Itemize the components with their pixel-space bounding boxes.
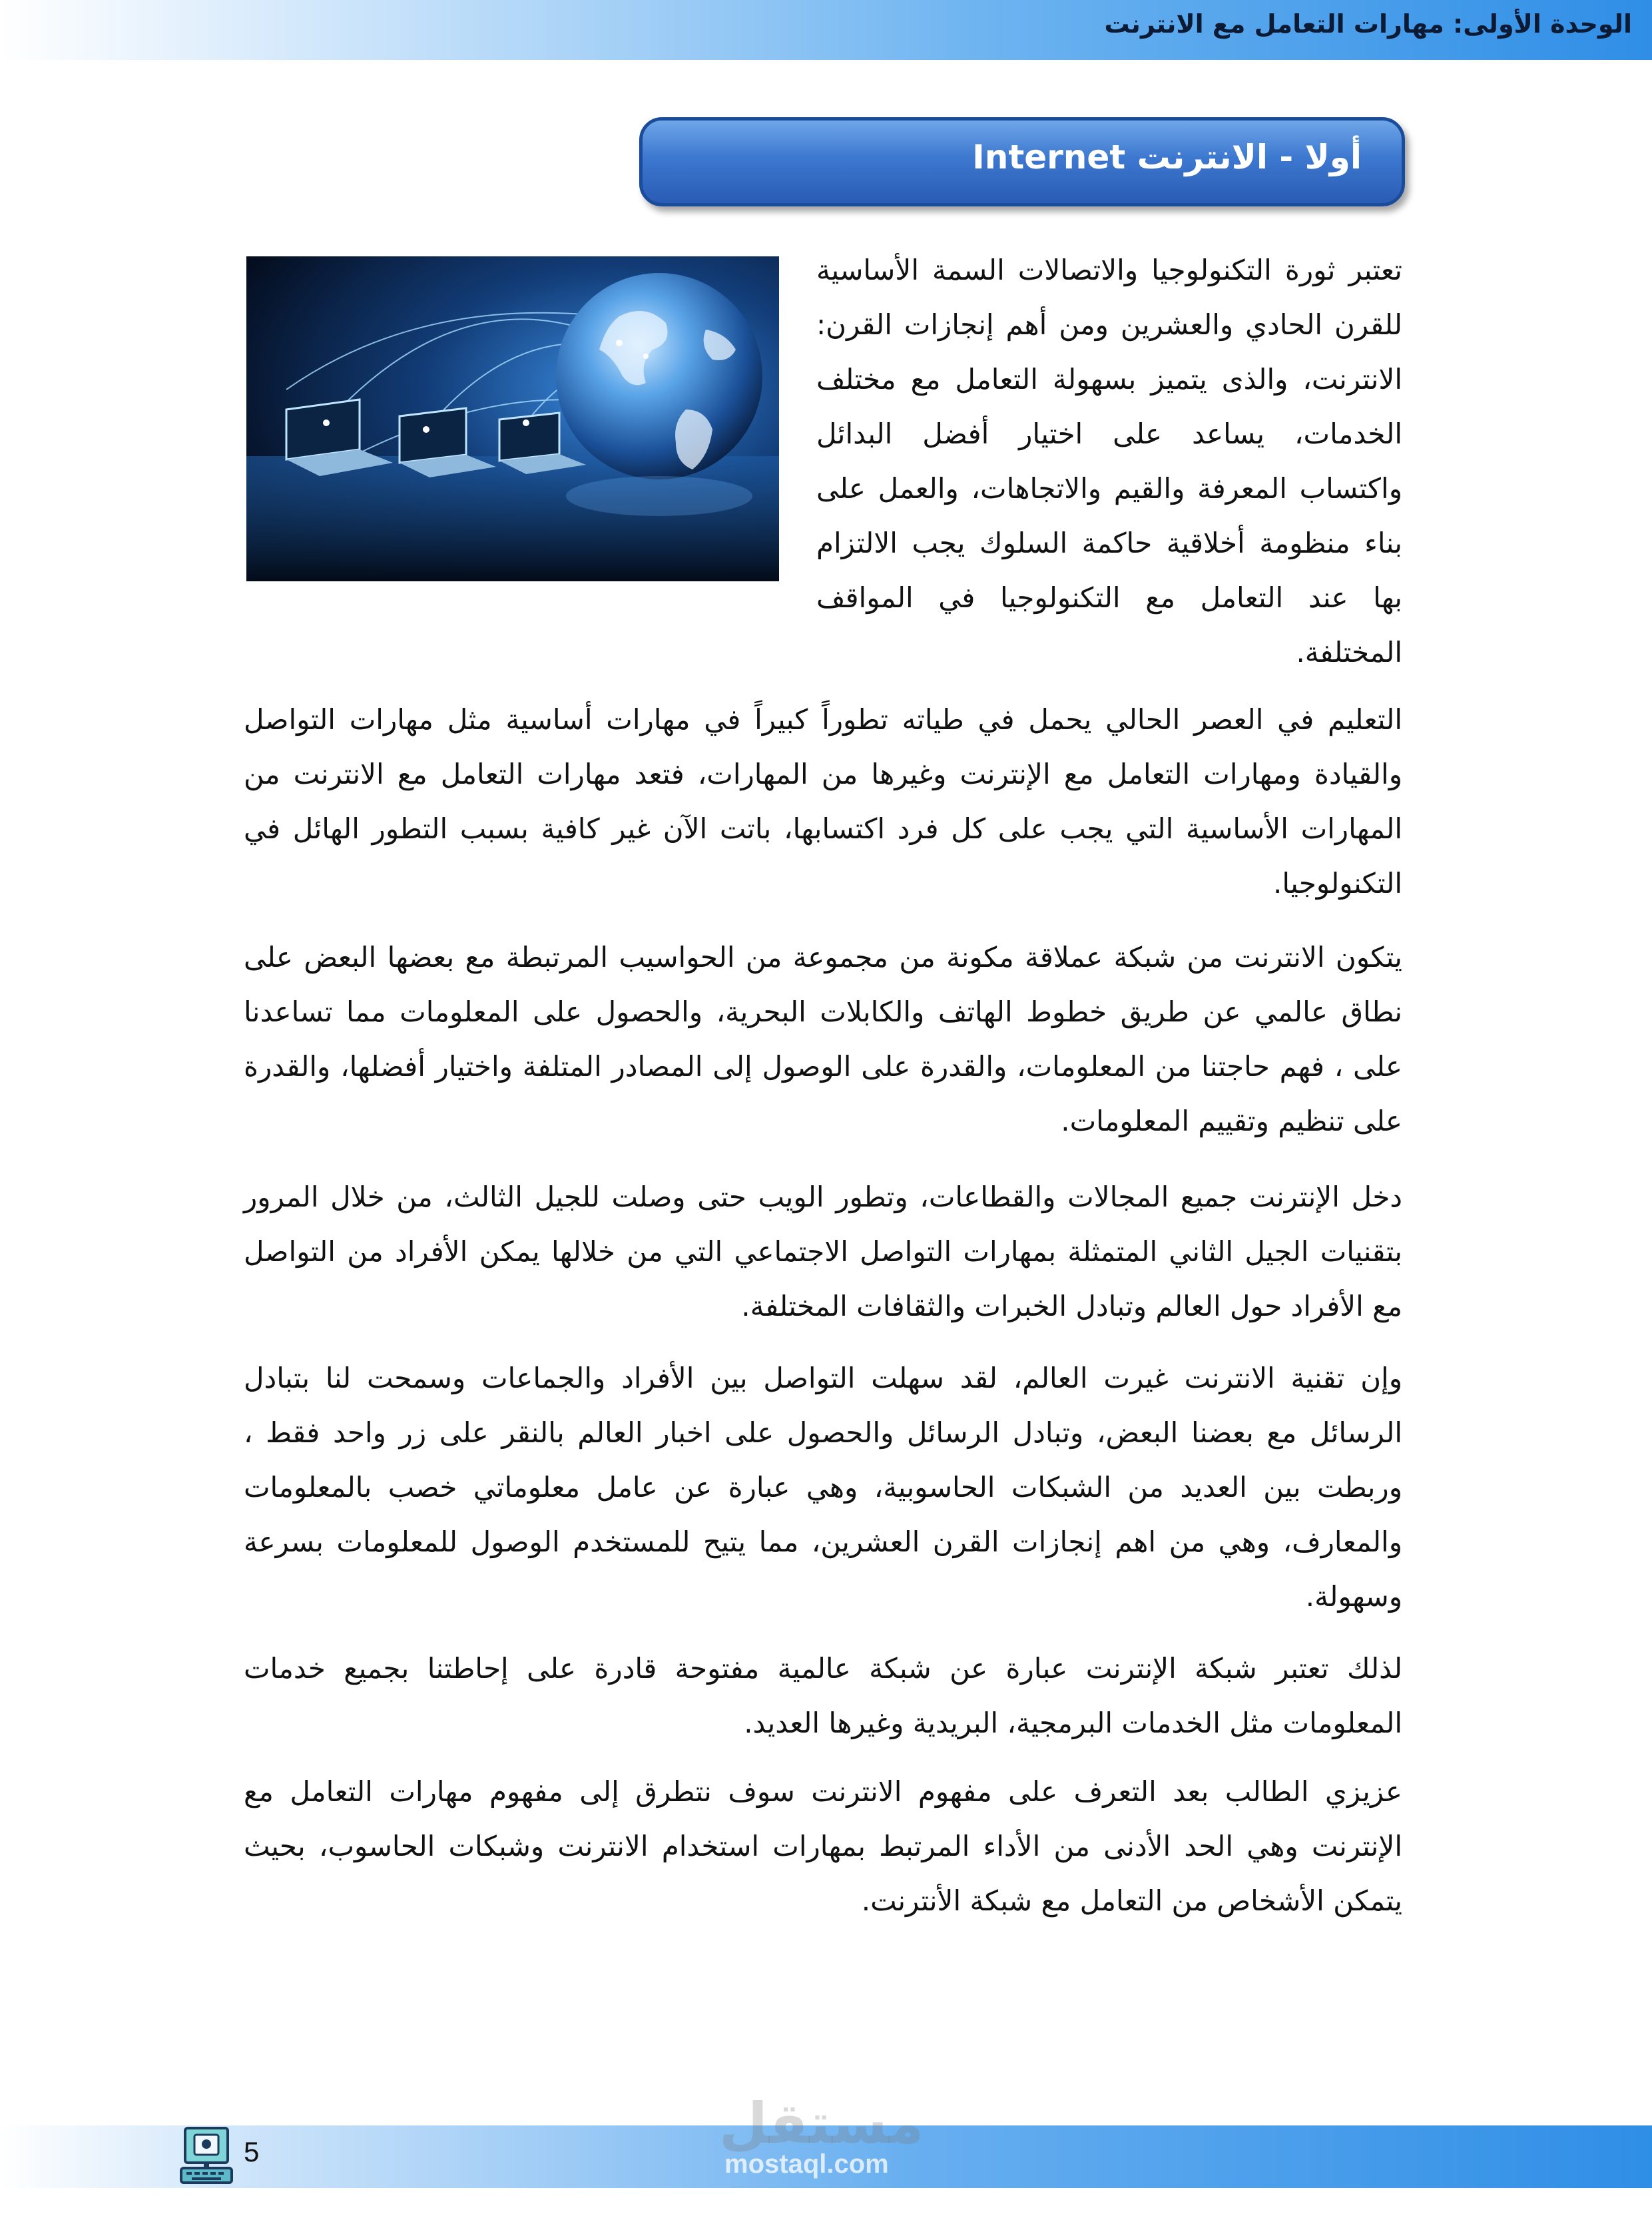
globe-network-laptops-image (246, 256, 779, 581)
paragraph-global-network: لذلك تعتبر شبكة الإنترنت عبارة عن شبكة عالمية مفتوحة قادرة على إحاطتنا بجميع خدمات المعلومات مثل الخدمات البرمجية، البريدية وغيرها العديد. (244, 1652, 1402, 1739)
paragraph-web-generations: دخل الإنترنت جميع المجالات والقطاعات، وتطور الويب حتى وصلت للجيل الثالث، من خلال المرور بتقنيات الجيل الثاني المتمثلة بمهارات التواصل الاجتماعي التي من خلالها يمكن الأفراد من التواصل مع الأفراد حول العالم وتبادل الخبرات والثقافات المختلفة. (244, 1181, 1402, 1322)
section-title-banner (639, 117, 1405, 206)
paragraph-student-note: عزيزي الطالب بعد التعرف على مفهوم الانترنت سوف نتطرق إلى مفهوم مهارات التعامل مع الإنترنت وهي الحد الأدنى من الأداء المرتبط بمهارات استخدام الانترنت وشبكات الحاسوب، بحيث يتمكن الأشخاص من التعامل مع شبكة الأنترنت. (244, 1775, 1402, 1917)
watermark-logo: مستقل (719, 2091, 924, 2156)
page-number: 5 (244, 2136, 260, 2167)
header-bar (0, 0, 1652, 60)
unit-title: الوحدة الأولى: مهارات التعامل مع الانترنت (1104, 9, 1632, 39)
paragraph-education: التعليم في العصر الحالي يحمل في طياته تطوراً كبيراً في مهارات أساسية مثل مهارات التواصل والقيادة ومهارات التعامل مع الإنترنت وغيرها من المهارات، فتعد مهارات التعامل مع الانترنت من المهارات الأساسية التي يجب على كل فرد اكتسابها، باتت الآن غير كافية بسبب التطور الهائل في التكنولوجيا. (244, 703, 1402, 900)
paragraph-network-definition: يتكون الانترنت من شبكة عملاقة مكونة من مجموعة من الحواسيب المرتبطة مع بعضها البعض على نطاق عالمي عن طريق خطوط الهاتف والكابلات البحرية، والحصول على المعلومات مما تساعدنا على ، فهم حاجتنا من المعلومات، والقدرة على الوصول إلى المصادر المتلفة واختيار أفضلها، والقدرة على تنظيم وتقييم المعلومات. (244, 941, 1402, 1137)
globe-network-image (246, 256, 779, 581)
intro-paragraph: تعتبر ثورة التكنولوجيا والاتصالات السمة الأساسية للقرن الحادي والعشرين ومن أهم إنجازات القرن: الانترنت، والذى يتميز بسهولة التعامل مع مختلف الخدمات، يساعد على اختيار أفضل البدائل واكتساب المعرفة والقيم والاتجاهات، والعمل على بناء منظومة أخلاقية حاكمة السلوك يجب الالتزام بها عند التعامل مع التكنولوجيا في المواقف المختلفة. (816, 254, 1402, 669)
paragraph-internet-impact: وإن تقنية الانترنت غيرت العالم، لقد سهلت التواصل بين الأفراد والجماعات وسمحت لنا بتبادل الرسائل مع بعضنا البعض، وتبادل الرسائل والحصول على اخبار العالم بالنقر على زر واحد فقط ، وربطت بين العديد من الشبكات الحاسوبية، وهي عبارة عن عامل معلوماتي خصب بالمعلومات والمعارف، وهي من اهم إنجازات القرن العشرين، مما يتيح للمستخدم الوصول للمعلومات بسرعة وسهولة. (244, 1362, 1402, 1613)
computer-icon (178, 2125, 234, 2185)
section-title: أولا - الانترنت Internet (972, 138, 1362, 176)
watermark-url: mostaql.com (724, 2149, 889, 2179)
